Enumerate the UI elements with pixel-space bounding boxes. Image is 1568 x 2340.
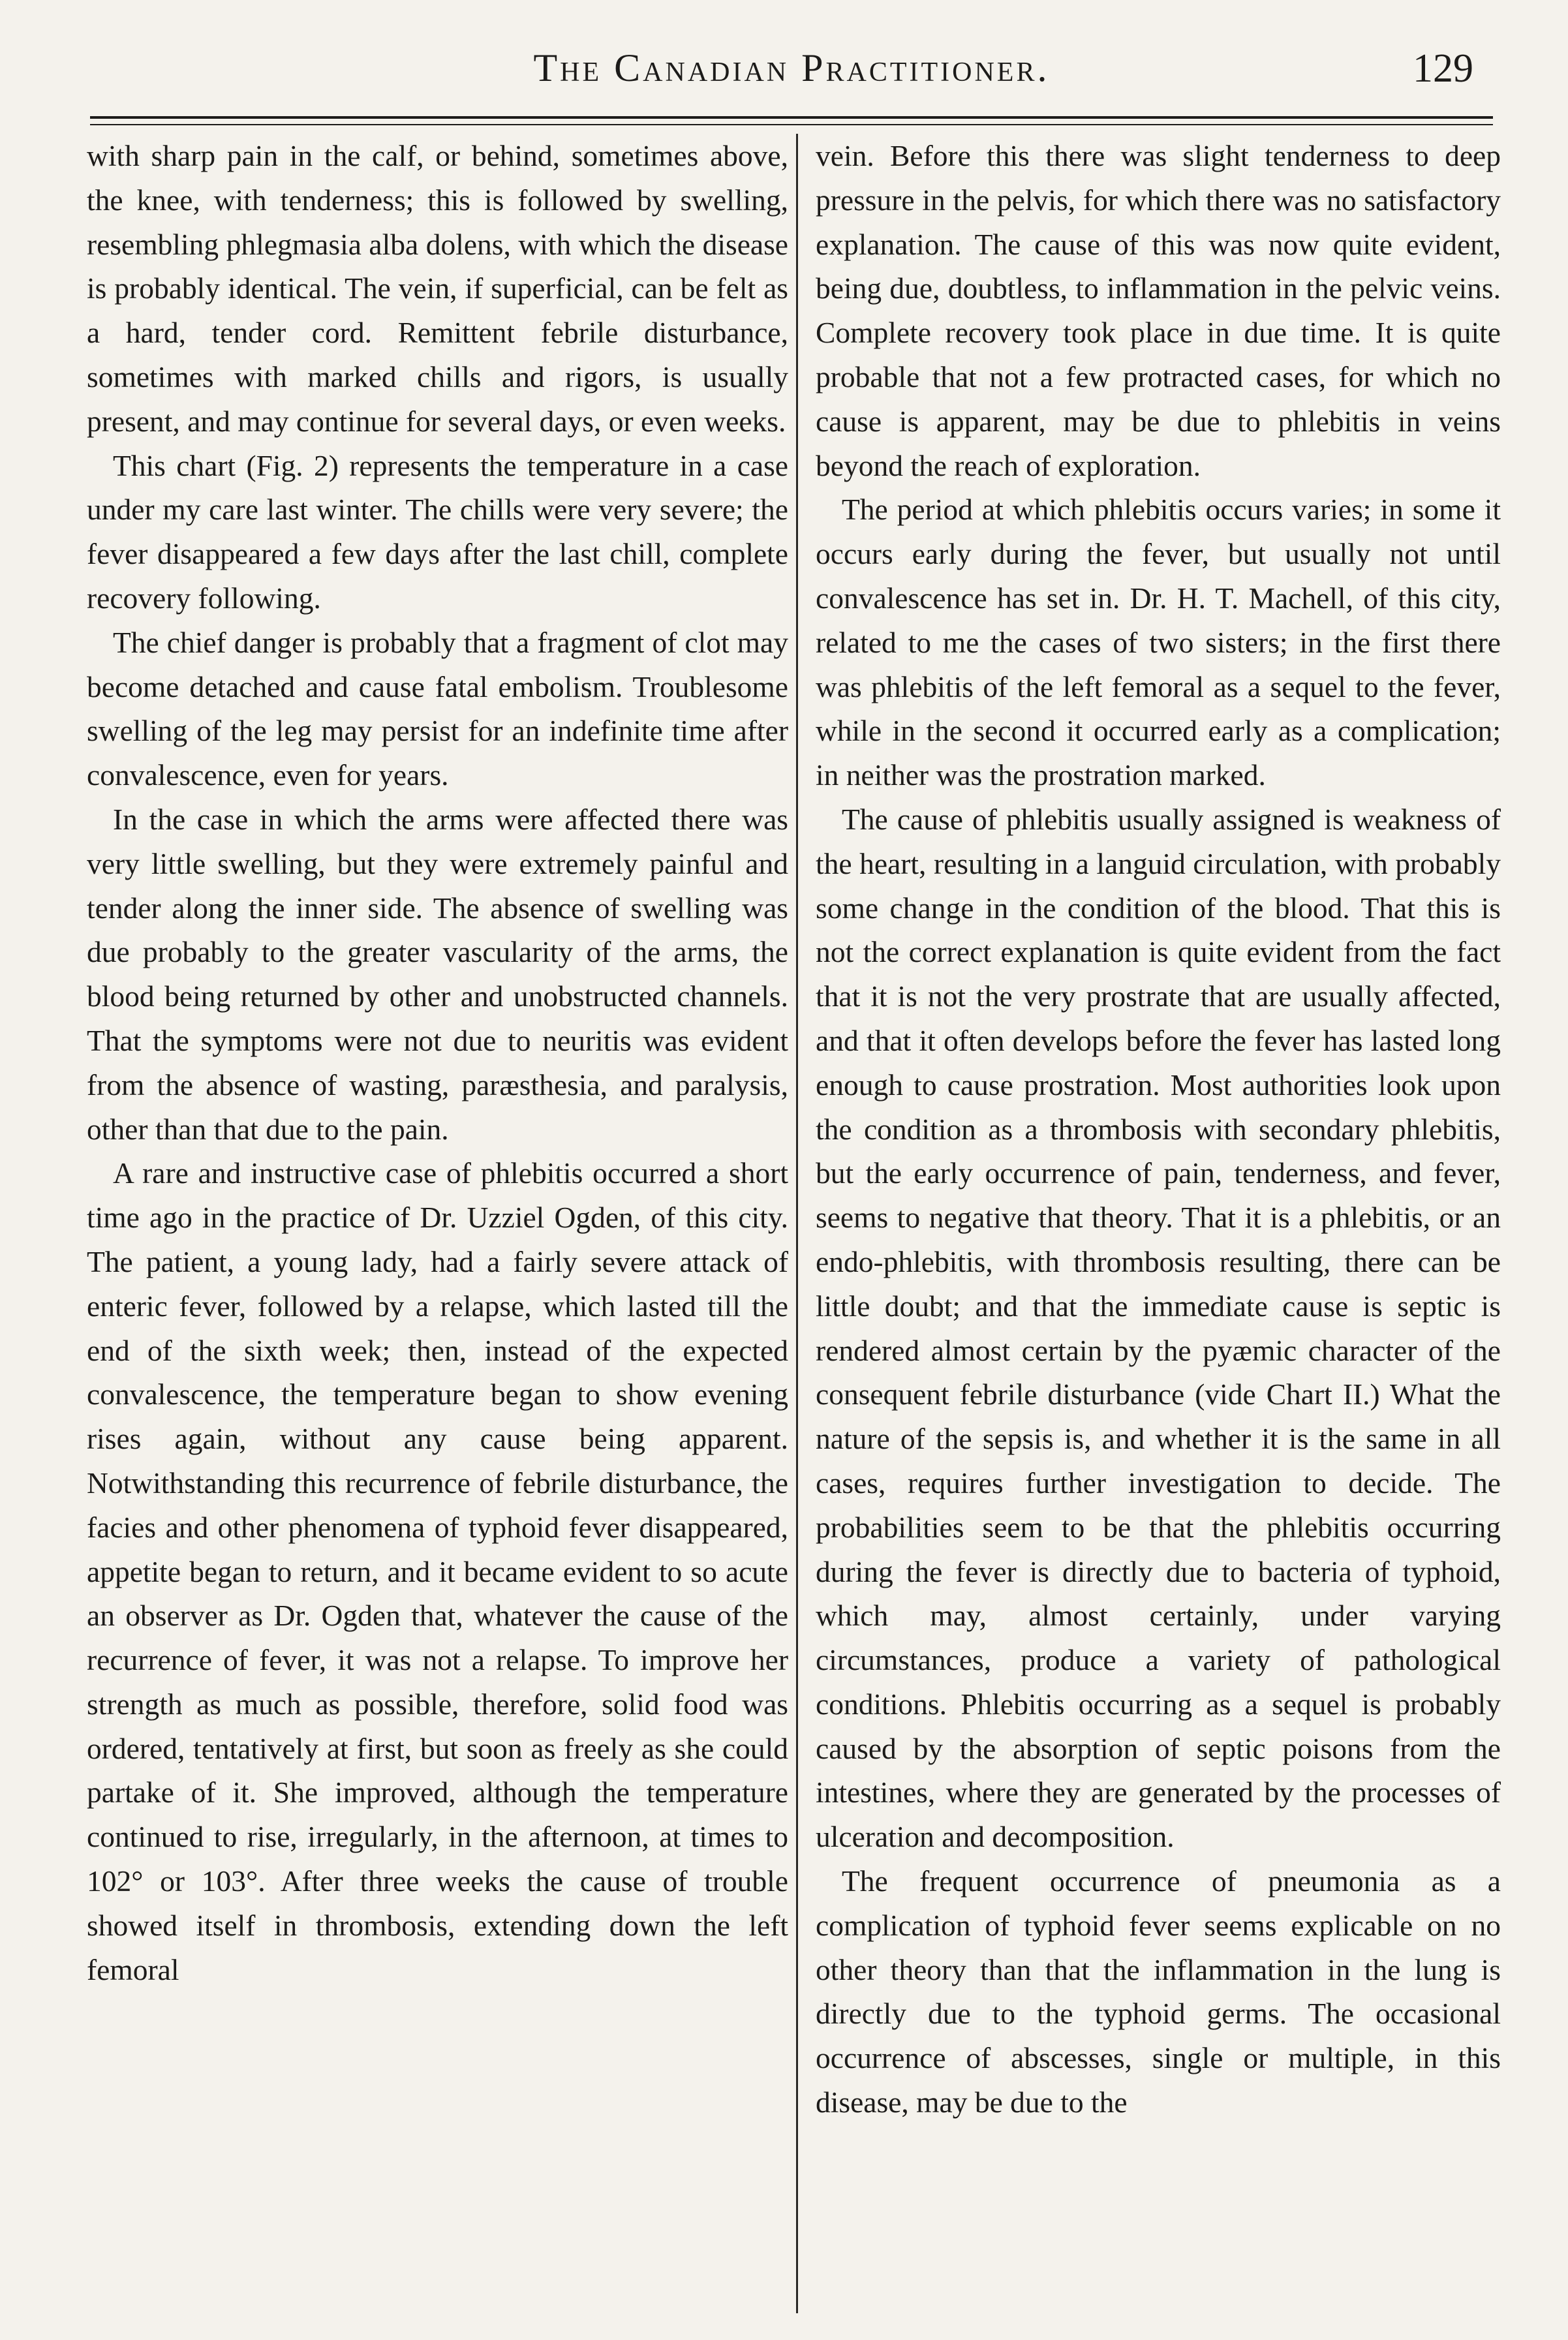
- paragraph: In the case in which the arms were affected there was very little swelling, but they were extremely painful and tender along the inner side. The absence of swelling was due probably to the greater vascularity of the arms, the blood being returned by other and unobstructed channels. That the symptoms were not due to neuritis was evident from the absence of wasting, paræsthesia, and paralysis, other than that due to the pain.: [87, 802, 788, 1146]
- page-number: 129: [1413, 46, 1473, 91]
- header-rule-secondary: [90, 124, 1493, 125]
- right-column: [816, 134, 1501, 2125]
- left-column: [87, 134, 788, 1992]
- paragraph: with sharp pain in the calf, or behind, sometimes above, the knee, with tenderness; this is followed by swelling, resembling phlegmasia alba dolens, with which the disease is probably identical. The vein, if superficial, can be felt as a hard, tender cord. Remittent febrile disturbance, sometimes with marked chills and rigors, is usually present, and may continue for several days, or even weeks.: [87, 139, 788, 438]
- paragraph: The frequent occurrence of pneumonia as a complication of typhoid fever seems explicable on no other theory than that the inflammation in the lung is directly due to the typhoid germs. The occasional occurrence of abscesses, single or multiple, in this disease, may be due to the: [816, 1864, 1501, 2119]
- running-head: The Canadian Practitioner.: [533, 46, 1050, 89]
- paragraph: This chart (Fig. 2) represents the temperature in a case under my care last winter. The chills were very severe; the fever disappeared a few days after the last chill, complete recovery following.: [87, 448, 788, 615]
- page-header: [90, 38, 1493, 110]
- column-divider: [796, 134, 798, 2313]
- paragraph: The period at which phlebitis occurs varies; in some it occurs early during the fever, but usually not until convalescence has set in. Dr. H. T. Machell, of this city, related to me the cases of two sisters; in the first there was phlebitis of the left femoral as a sequel to the fever, while in the second it occurred early as a complication; in neither was the prostration marked.: [816, 493, 1501, 792]
- paragraph: The cause of phlebitis usually assigned is weakness of the heart, resulting in a languid circulation, with probably some change in the condition of the blood. That this is not the correct explanation is quite evident from the fact that it is not the very prostrate that are usually affected, and that it often develops before the fever has lasted long enough to cause prostration. Most authorities look upon the condition as a thrombosis with secondary phlebitis, but the early occurrence of pain, tenderness, and fever, seems to negative that theory. That it is a phlebitis, or an endo-phlebitis, with thrombosis resulting, there can be little doubt; and that the immediate cause is septic is rendered almost certain by the pyæmic character of the consequent febrile disturbance (vide Chart II.) What the nature of the sepsis is, and whether it is the same in all cases, requires further investigation to decide. The probabilities seem to be that the phlebitis occurring during the fever is directly due to bacteria of typhoid, which may, almost certainly, under varying circumstances, produce a variety of pathological conditions. Phlebitis occurring as a sequel is probably caused by the absorption of septic poisons from the intestines, where they are generated by the processes of ulceration and decomposition.: [816, 802, 1501, 1854]
- paragraph: A rare and instructive case of phlebitis occurred a short time ago in the practice of Dr. Uzziel Ogden, of this city. The patient, a young lady, had a fairly severe attack of enteric fever, followed by a relapse, which lasted till the end of the sixth week; then, instead of the expected convalescence, the temperature began to show evening rises again, without any cause being apparent. Notwithstanding this recurrence of febrile disturbance, the facies and other phenomena of typhoid fever disappeared, appetite began to return, and it became evident to so acute an observer as Dr. Ogden that, whatever the cause of the recurrence of fever, it was not a relapse. To improve her strength as much as possible, therefore, solid food was ordered, tentatively at first, but soon as freely as she could partake of it. She improved, although the temperature continued to rise, irregularly, in the afternoon, at times to 102° or 103°. After three weeks the cause of trouble showed itself in thrombosis, extending down the left femoral: [87, 1156, 788, 1986]
- paragraph: The chief danger is probably that a fragment of clot may become detached and cause fatal embolism. Troublesome swelling of the leg may persist for an indefinite time after convalescence, even for years.: [87, 625, 788, 792]
- paragraph: vein. Before this there was slight tenderness to deep pressure in the pelvis, for which there was no satisfactory explanation. The cause of this was now quite evident, being due, doubtless, to inflammation in the pelvic veins. Complete recovery took place in due time. It is quite probable that not a few protracted cases, for which no cause is apparent, may be due to phlebitis in veins beyond the reach of exploration.: [816, 139, 1501, 482]
- header-rule: [90, 116, 1493, 119]
